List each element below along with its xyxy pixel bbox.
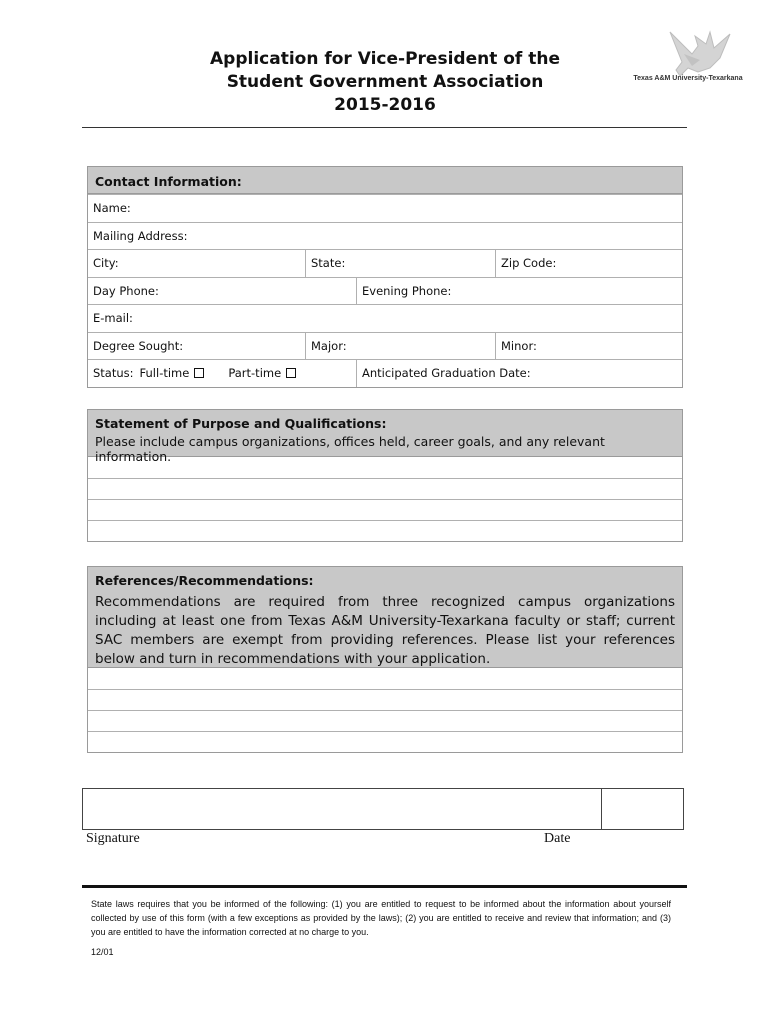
major-label: Major: bbox=[311, 338, 347, 353]
state-field[interactable] bbox=[305, 250, 495, 277]
statement-table bbox=[87, 409, 683, 542]
logo-text: Texas A&M University-Texarkana bbox=[633, 75, 743, 82]
contact-header bbox=[88, 167, 682, 194]
date-label: Date bbox=[544, 831, 571, 846]
phone-row bbox=[88, 277, 682, 305]
day-phone-field[interactable] bbox=[88, 278, 356, 305]
title-line-1: Application for Vice-President of the bbox=[210, 49, 560, 69]
mailing-address-row[interactable] bbox=[88, 222, 682, 250]
references-table bbox=[87, 566, 683, 753]
contact-information-table bbox=[87, 166, 683, 388]
mailing-address-label: Mailing Address: bbox=[93, 228, 188, 243]
contact-header-title: Contact Information: bbox=[95, 174, 242, 189]
parttime-checkbox[interactable] bbox=[286, 368, 296, 378]
statement-line[interactable] bbox=[88, 457, 682, 478]
fulltime-label: Full-time bbox=[139, 366, 190, 381]
signature-box[interactable] bbox=[82, 788, 684, 830]
zip-label: Zip Code: bbox=[501, 256, 557, 271]
fulltime-checkbox[interactable] bbox=[194, 368, 204, 378]
reference-line[interactable] bbox=[88, 689, 682, 710]
title-divider bbox=[82, 127, 687, 128]
degree-row bbox=[88, 332, 682, 360]
graduation-label: Anticipated Graduation Date: bbox=[362, 366, 531, 381]
city-label: City: bbox=[93, 256, 119, 271]
status-field bbox=[88, 360, 356, 387]
references-instructions: Recommendations are required from three recognized campus organizations including at least one from Texas A&M University-Texarkana faculty or staff; current SAC members are exempt from providing references. Please list your references below and turn in recommendations with your application. bbox=[95, 594, 675, 667]
state-label: State: bbox=[311, 256, 346, 271]
name-label: Name: bbox=[93, 201, 131, 216]
reference-line[interactable] bbox=[88, 668, 682, 689]
privacy-notice: State laws requires that you be informed of the following: (1) you are entitled to request to be informed about the information about yourself collected by use of this form (with a few exceptions as provided by the laws); (2) you are entitled to receive and review that information; and (3) you are entitled to have the information corrected at no charge to you. bbox=[91, 899, 671, 937]
graduation-field[interactable] bbox=[356, 360, 682, 387]
minor-field[interactable] bbox=[495, 333, 682, 360]
references-header bbox=[88, 567, 682, 668]
email-label: E-mail: bbox=[93, 311, 133, 326]
email-row[interactable] bbox=[88, 304, 682, 332]
statement-line[interactable] bbox=[88, 499, 682, 520]
title-line-3: 2015-2016 bbox=[334, 95, 436, 115]
statement-instructions: Please include campus organizations, offices held, career goals, and any relevant information. bbox=[95, 434, 605, 464]
statement-line[interactable] bbox=[88, 520, 682, 541]
footer-divider bbox=[82, 885, 687, 888]
title-line-2: Student Government Association bbox=[226, 72, 544, 92]
signature-label: Signature bbox=[86, 831, 140, 846]
statement-line[interactable] bbox=[88, 478, 682, 499]
zip-field[interactable] bbox=[495, 250, 682, 277]
statement-header-title: Statement of Purpose and Qualifications: bbox=[95, 416, 387, 431]
reference-line[interactable] bbox=[88, 731, 682, 752]
name-row[interactable] bbox=[88, 194, 682, 222]
status-row bbox=[88, 359, 682, 387]
reference-line[interactable] bbox=[88, 710, 682, 731]
eagle-logo-icon bbox=[640, 24, 740, 94]
statement-header bbox=[88, 410, 682, 464]
city-field[interactable] bbox=[88, 250, 305, 277]
evening-phone-field[interactable] bbox=[356, 278, 682, 305]
references-header-title: References/Recommendations: bbox=[95, 573, 314, 588]
document-title bbox=[150, 48, 620, 117]
signature-date-divider bbox=[601, 789, 602, 829]
status-label: Status: bbox=[93, 366, 134, 381]
degree-label: Degree Sought: bbox=[93, 338, 184, 353]
minor-label: Minor: bbox=[501, 338, 537, 353]
degree-field[interactable] bbox=[88, 333, 305, 360]
major-field[interactable] bbox=[305, 333, 495, 360]
day-phone-label: Day Phone: bbox=[93, 283, 159, 298]
city-state-zip-row bbox=[88, 249, 682, 277]
evening-phone-label: Evening Phone: bbox=[362, 283, 452, 298]
form-code: 12/01 bbox=[91, 947, 114, 957]
parttime-label: Part-time bbox=[228, 366, 282, 381]
